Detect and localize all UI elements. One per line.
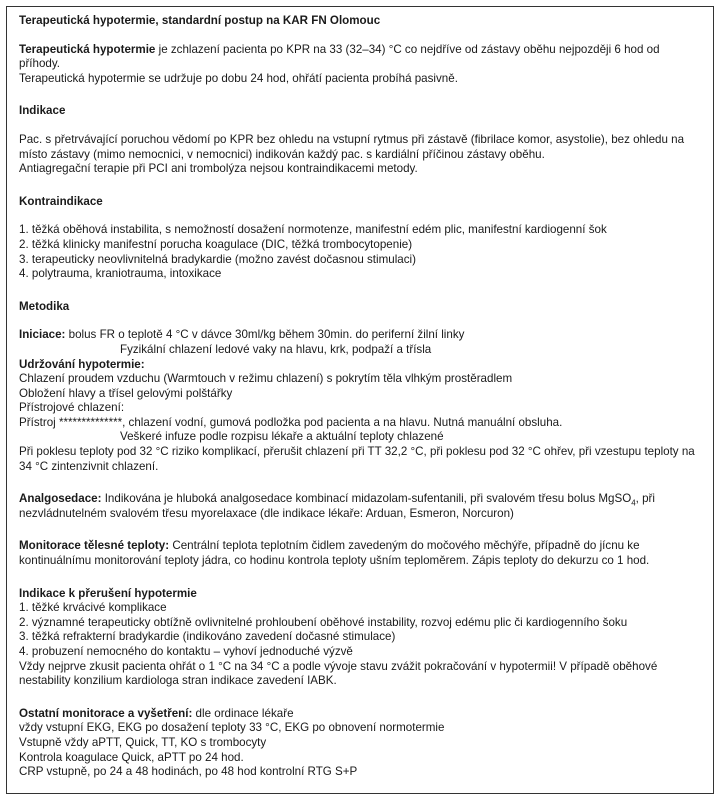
kontraindikace-item: 2. těžká klinicky manifestní porucha koagulace (DIC, těžká trombocytopenie) — [19, 237, 413, 251]
analgosedace-paragraph — [19, 492, 703, 521]
preruseni-item: 4. probuzení nemocného do kontaktu – vyhoví jednoduché výzvě — [19, 645, 353, 658]
kontraindikace-item: 1. těžká oběhová instabilita, s nemožností dosažení normotenze, manifestní edém plic, manifestní kardiogenní šok — [19, 223, 607, 237]
ostatni-text: dle ordinace lékaře — [192, 706, 294, 720]
analgosedace-section — [19, 492, 703, 521]
pokles-paragraph: Při poklesu teploty pod 32 °C riziko komplikací, přerušit chlazení při TT 32,2 °C, při poklesu pod 32 °C ohřev, při vzestupu teploty na 34 °C zintenzivnit chlazení. — [19, 445, 695, 473]
intro-paragraph — [19, 43, 703, 72]
analgosedace-subscript: 4 — [631, 498, 636, 508]
iniciace-label: Iniciace: — [19, 328, 66, 342]
udrzovani-indented-line: Veškeré infuze podle rozpisu lékaře a aktuální teploty chlazené — [120, 430, 444, 444]
kontraindikace-item: 3. terapeuticky neovlivnitelná bradykardie (možno zavést dočasnou stimulaci) — [19, 252, 416, 266]
iniciace-text: bolus FR o teplotě 4 °C v dávce 30ml/kg během 30min. do periferní žilní linky — [65, 328, 465, 342]
intro-bold-lead: Terapeutická hypotermie — [19, 42, 156, 56]
preruseni-item: 1. těžké krvácivé komplikace — [19, 601, 167, 615]
ostatni-heading-line — [19, 707, 703, 722]
udrzovani-line: Obložení hlavy a třísel gelovými polštářky — [19, 386, 233, 400]
ostatni-label: Ostatní monitorace a vyšetření: — [19, 706, 193, 720]
preruseni-item: 3. těžká refrakterní bradykardie (indikováno zavedení dočasné stimulace) — [19, 630, 396, 644]
udrzovani-line: Přístrojové chlazení: — [19, 401, 125, 415]
kontraindikace-heading: Kontraindikace — [19, 194, 103, 208]
monitorace-text: Centrální teplota teplotním čidlem zavedeným do močového měchýře, případně do jícnu ke kontinuálnímu monitorování teploty jádra, co hodinu kontrola teploty ušním teploměrem. Zápis teploty do dekurzu co 1 hod. — [19, 539, 650, 568]
document-title: Terapeutická hypotermie, standardní postup na KAR FN Olomouc — [19, 14, 381, 27]
udrzovani-line: Chlazení proudem vzduchu (Warmtouch v režimu chlazení) s pokrytím těla vlhkým prostěradlem — [19, 372, 513, 386]
intro-section — [19, 43, 703, 87]
analgosedace-text-b: , při nezvládnutelném svalovém třesu myorelaxace (dle indikace lékaře: Arduan, Esmeron, Norcuron) — [19, 492, 655, 520]
metodika-heading: Metodika — [19, 299, 70, 313]
indikace-heading: Indikace — [19, 104, 66, 118]
analgosedace-text-a: Indikována je hluboká analgosedace kombinací midazolam-sufentanili, při svalovém třesu bolus MgSO — [101, 492, 632, 506]
metodika-section — [19, 300, 703, 475]
preruseni-section — [19, 587, 703, 689]
indikace-paragraph: Pac. s přetrvávající poruchou vědomí po KPR bez ohledu na vstupní rytmus při zástavě (fibrilace komor, asystolie), bez ohledu na místo zástavy (mimo nemocnici, v nemocnici) indikován každý pac. s kardiální příčinou zástavy oběhu. — [19, 132, 685, 161]
monitorace-section — [19, 539, 703, 568]
kontraindikace-section — [19, 195, 703, 282]
ostatni-line: Kontrola koagulace Quick, aPTT po 24 hod. — [19, 750, 244, 764]
ostatni-line: Vstupně vždy aPTT, Quick, TT, KO s trombocyty — [19, 735, 267, 749]
iniciace-line — [19, 328, 703, 343]
intro-text: je zchlazení pacienta po KPR na 33 (32–34) °C co nejdříve od zástavy oběhu nejpozději 6 hod od příhody. — [19, 42, 660, 71]
ostatni-section — [19, 707, 703, 780]
monitorace-paragraph — [19, 539, 703, 568]
preruseni-note: Vždy nejprve zkusit pacienta ohřát o 1 °C na 34 °C a podle vývoje stavu zvážit pokračování v hypotermii! V případě oběhové nestability konzilium kardiologa stran indikace zavedení IABK. — [19, 659, 658, 688]
monitorace-label: Monitorace tělesné teploty: — [19, 539, 170, 553]
intro-line-2: Terapeutická hypotermie se udržuje po dobu 24 hod, ohřátí pacienta probíhá pasivně. — [19, 71, 458, 85]
document-frame — [6, 6, 714, 794]
kontraindikace-item: 4. polytrauma, kraniotrauma, intoxikace — [19, 267, 222, 281]
preruseni-item: 2. významné terapeuticky obtížně ovlivnitelné prohloubení oběhové instability, rozvoj edému plic či kardiogenního šoku — [19, 615, 628, 629]
ostatni-line: vždy vstupní EKG, EKG po dosažení teploty 33 °C, EKG po obnovení normotermie — [19, 721, 445, 735]
preruseni-heading: Indikace k přerušení hypotermie — [19, 586, 197, 600]
analgosedace-label: Analgosedace: — [19, 492, 102, 506]
udrzovani-label: Udržování hypotermie: — [19, 357, 145, 371]
indikace-note: Antiagregační terapie při PCI ani trombolýza nejsou kontraindikacemi metody. — [19, 162, 418, 176]
iniciace-line-2: Fyzikální chlazení ledové vaky na hlavu, krk, podpaží a třísla — [120, 342, 432, 356]
indikace-section — [19, 104, 703, 176]
ostatni-line: CRP vstupně, po 24 a 48 hodinách, po 48 hod kontrolní RTG S+P — [19, 765, 358, 779]
udrzovani-line: Přístroj **************, chlazení vodní, gumová podložka pod pacienta a na hlavu. Nutná manuální obsluha. — [19, 415, 563, 429]
